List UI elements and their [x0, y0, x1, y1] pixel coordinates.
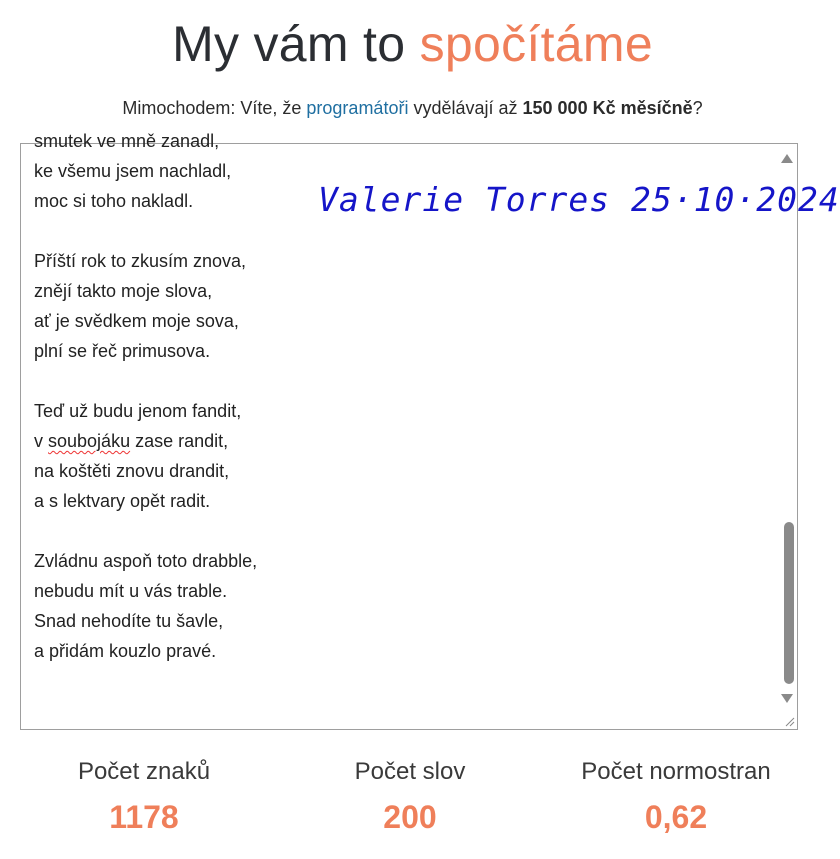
text-line — [34, 516, 774, 546]
salary-amount: 150 000 Kč měsíčně — [522, 98, 693, 118]
text-line: ať je svědkem moje sova, — [34, 311, 239, 331]
resize-handle-icon[interactable] — [783, 715, 795, 727]
text-line: a s lektvary opět radit. — [34, 491, 211, 511]
stat-label: Počet normostran — [581, 758, 771, 785]
subtitle-prefix: Mimochodem: Víte, že — [122, 98, 307, 118]
page-title-main: My vám to — [172, 16, 406, 72]
subtitle-suffix: ? — [692, 98, 703, 118]
subtitle — [0, 95, 825, 121]
stats-panel — [0, 757, 825, 847]
text-line — [34, 366, 774, 396]
text-line: ke všemu jsem nachladl, — [34, 161, 232, 181]
scroll-thumb[interactable] — [784, 522, 794, 684]
stat-standard-pages — [556, 757, 796, 837]
text-line: moc si toho nakladl. — [34, 191, 194, 211]
text-line: smutek ve mně zanadl, — [34, 131, 220, 151]
scroll-up-arrow-icon[interactable] — [781, 154, 793, 163]
text-input-area[interactable] — [20, 131, 798, 730]
stat-value: 200 — [383, 799, 437, 835]
stat-words — [320, 757, 500, 837]
text-line: a přidám kouzlo pravé. — [34, 641, 217, 661]
spellcheck-error[interactable]: soubojáku — [48, 431, 131, 451]
text-line: Snad nehodíte tu šavle, — [34, 611, 224, 631]
programmers-link[interactable]: programátoři — [306, 98, 409, 118]
text-line: Příští rok to zkusím znova, — [34, 251, 247, 271]
text-line: na koštěti znovu drandit, — [34, 461, 230, 481]
stat-label: Počet znaků — [77, 758, 211, 785]
text-line: Teď už budu jenom fandit, — [34, 401, 242, 421]
stat-value: 0,62 — [644, 799, 708, 835]
page-title — [0, 12, 825, 76]
text-line: v soubojáku zase randit, — [34, 431, 229, 451]
text-line: nebudu mít u vás trable. — [34, 581, 228, 601]
vertical-scrollbar[interactable] — [779, 144, 797, 729]
stat-characters — [54, 757, 234, 837]
subtitle-middle: vydělávají až — [408, 98, 523, 118]
handwritten-signature: Valerie Torres 25·10·2024 — [318, 180, 840, 219]
stat-value: 1178 — [109, 799, 179, 835]
page-title-accent: spočítáme — [419, 16, 653, 72]
stat-label: Počet slov — [354, 758, 466, 785]
text-line: znějí takto moje slova, — [34, 281, 213, 301]
scroll-down-arrow-icon[interactable] — [781, 694, 793, 703]
text-line: plní se řeč primusova. — [34, 341, 211, 361]
text-line: Zvládnu aspoň toto drabble, — [34, 551, 258, 571]
